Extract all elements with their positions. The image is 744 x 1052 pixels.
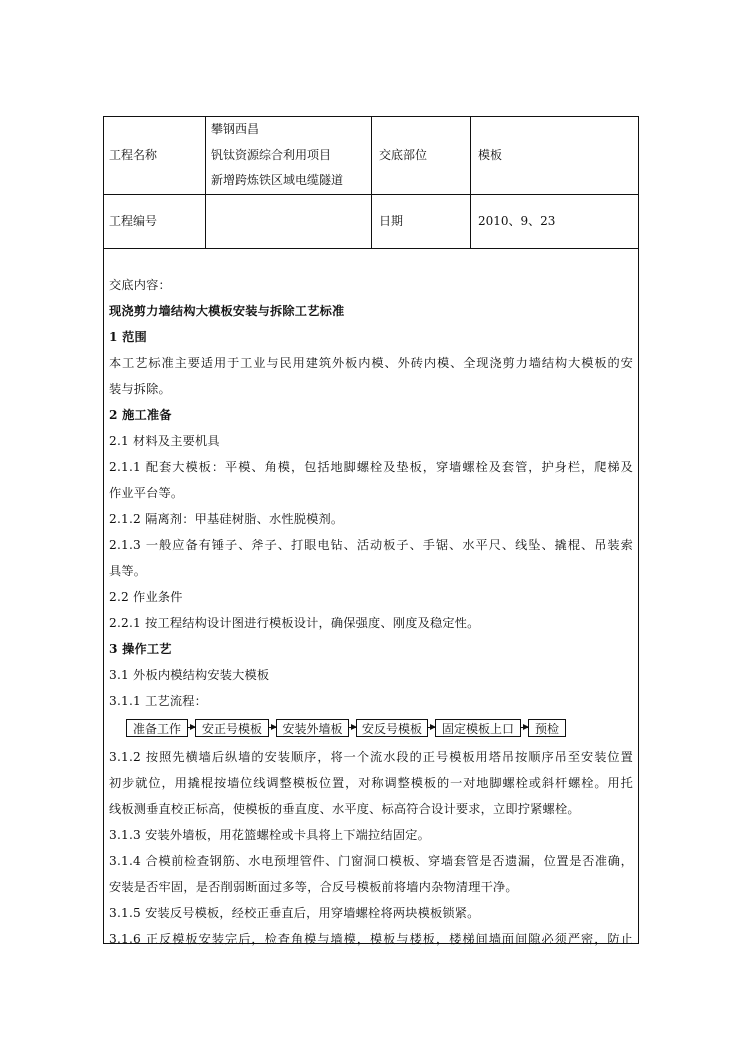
subsection-heading: 2.1 材料及主要机具: [109, 434, 220, 448]
paragraph-line: 2.1.2 隔离剂：甲基硅树脂、水性脱模剂。: [109, 512, 344, 526]
project-number-label: 工程编号: [109, 214, 158, 228]
disclosure-part-label: 交底部位: [379, 148, 428, 162]
paragraph-line: 3.1.6 正反模板安装完后，检查角模与墙模，模板与楼板，楼梯间墙面间隙必须严密，防止: [109, 932, 633, 946]
col-divider: [371, 117, 372, 248]
flow-step: 安正号模板: [195, 719, 269, 737]
disclosure-form: [103, 116, 639, 944]
paragraph-line: 安装是否牢固，是否削弱断面过多等，合反号模板前将墙内杂物清理干净。: [109, 880, 518, 894]
section-3-heading: 3 操作工艺: [109, 642, 172, 656]
flow-arrow: [521, 727, 528, 728]
paragraph-line: 2.1.1 配套大模板：平模、角模，包括地脚螺栓及垫板，穿墙螺栓及套管，护身栏，爬梯及: [109, 460, 633, 474]
project-name-label: 工程名称: [109, 148, 158, 162]
paragraph-line: 作业平台等。: [109, 486, 184, 500]
subsection-heading: 3.1 外板内模结构安装大模板: [109, 668, 270, 682]
flow-step: 安装外墙板: [276, 719, 349, 737]
paragraph-line: 2.2.1 按工程结构设计图进行模板设计，确保强度、刚度及稳定性。: [109, 616, 480, 630]
paragraph-line: 初步就位，用撬棍按墙位线调整模板位置，对称调整模板的一对地脚螺栓或斜杆螺栓。用托: [109, 776, 633, 790]
row-divider: [104, 248, 638, 249]
flow-arrow: [188, 727, 195, 728]
section-1-heading: 1 范围: [109, 330, 147, 344]
project-name-line-2: 钒钛资源综合利用项目: [211, 148, 332, 162]
document-title: 现浇剪力墙结构大模板安装与拆除工艺标准: [109, 304, 345, 318]
paragraph-line: 3.1.3 安装外墙板，用花篮螺栓或卡具将上下端拉结固定。: [109, 828, 430, 842]
col-divider: [205, 117, 206, 248]
col-divider: [470, 117, 471, 248]
flow-arrow: [349, 727, 356, 728]
paragraph-line: 3.1.1 工艺流程：: [109, 694, 208, 708]
project-name-line-1: 攀钢西昌: [211, 122, 260, 136]
process-flow-diagram: [109, 714, 633, 744]
project-name-line-3: 新增跨炼铁区域电缆隧道: [211, 173, 344, 187]
flow-step: 安反号模板: [356, 719, 428, 737]
flow-step: 固定模板上口: [435, 719, 521, 737]
paragraph-line: 2.1.3 一般应备有锤子、斧子、打眼电钻、活动板子、手锯、水平尺、线坠、撬棍、吊装索: [109, 538, 633, 552]
disclosure-part-value: 模板: [478, 148, 503, 162]
paragraph-line: 3.1.4 合模前检查钢筋、水电预埋管件、门窗洞口模板、穿墙套管是否遗漏，位置是否准确，: [109, 854, 633, 868]
flow-step: 预检: [528, 719, 566, 737]
flow-arrow: [428, 727, 435, 728]
paragraph-line: 装与拆除。: [109, 382, 171, 396]
paragraph-line: 本工艺标准主要适用于工业与民用建筑外板内模、外砖内模、全现浇剪力墙结构大模板的安: [109, 356, 633, 370]
subsection-heading: 2.2 作业条件: [109, 590, 183, 604]
paragraph-line: 3.1.2 按照先横墙后纵墙的安装顺序，将一个流水段的正号模板用塔吊按顺序吊至安装位置: [109, 750, 633, 764]
date-value: 2010、9、23: [478, 214, 556, 228]
intro-label: 交底内容：: [109, 278, 171, 292]
paragraph-line: 线板测垂直校正标高，使模板的垂直度、水平度、标高符合设计要求，立即拧紧螺栓。: [109, 802, 580, 816]
section-2-heading: 2 施工准备: [109, 408, 172, 422]
paragraph-line: 具等。: [109, 564, 147, 578]
paragraph-line: 3.1.5 安装反号模板，经校正垂直后，用穿墙螺栓将两块模板锁紧。: [109, 906, 480, 920]
flow-step: 准备工作: [126, 719, 188, 737]
flow-arrow: [269, 727, 276, 728]
date-label: 日期: [379, 214, 404, 228]
